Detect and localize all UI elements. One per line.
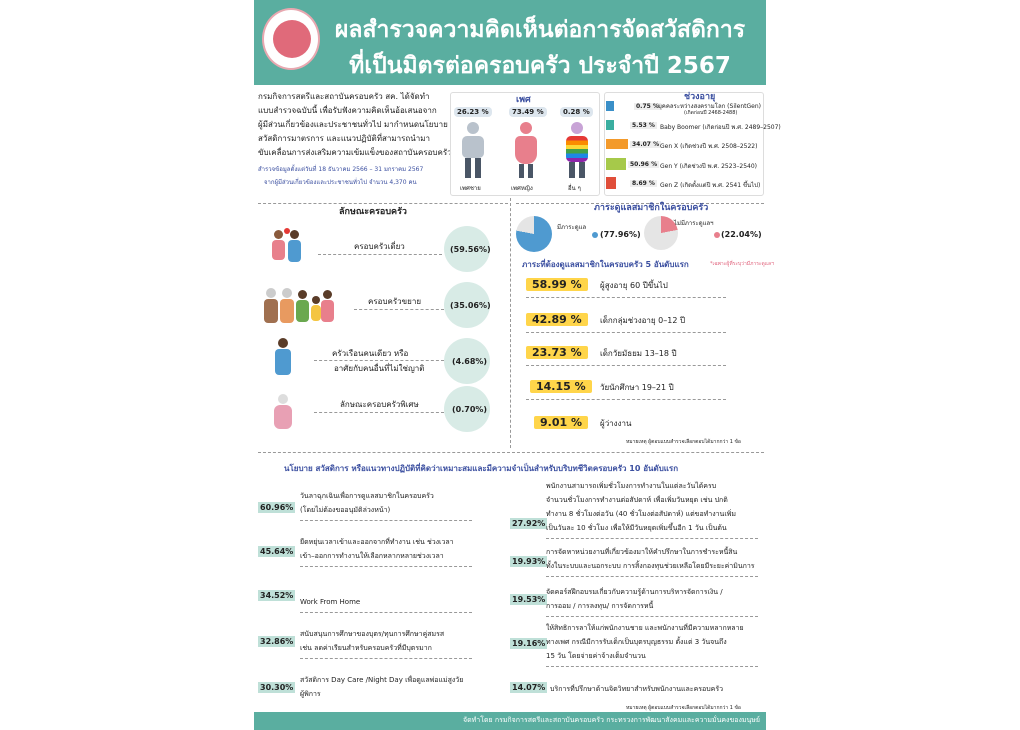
age-bar-geny: [606, 158, 626, 170]
policy-right5-line1: บริการที่ปรึกษาด้านจิตวิทยาสำหรับพนักงานและครอบครัว: [550, 685, 724, 693]
policy-left2-line2: เข้า–ออกการทำงานให้เลือกหลากหลายช่วงเวลา: [300, 552, 444, 560]
care-has-pct: (77.96%): [600, 230, 641, 239]
policy-heading: นโยบาย สวัสดิการ หรือแนวทางปฏิบัติที่คิดว่าเหมาะสมและมีความจำเป็นสำหรับบริบทชีวิตครอบครัว 10 อันดับแรก: [284, 464, 679, 473]
intro-line-5: ขับเคลื่อนการส่งเสริมความเข้มแข็งของสถาบันครอบครัว: [258, 148, 452, 157]
care-none-pct: (22.04%): [721, 230, 762, 239]
age-silentgen-pct: 0.75 %: [636, 103, 659, 110]
respondent-count: จากผู้มีส่วนเกี่ยวข้องและประชาชนทั่วไป จำนวน 4,370 คน: [264, 179, 417, 186]
intro-line-4: สวัสดิการมาตรการ และแนวปฏิบัติที่สามารถนำมา: [258, 134, 430, 143]
age-geny-label: Gen Y (เกิดช่วงปี พ.ศ. 2523–2540): [660, 163, 757, 170]
nuclear-family-icon: [272, 228, 304, 270]
other-gender-figure-icon: [564, 122, 590, 180]
care-has-label: มีภาระดูแล: [557, 224, 587, 231]
family-special-rule: [314, 412, 444, 413]
policy-right3-line1: จัดคอร์สฝึกอบรมเกี่ยวกับความรู้ด้านการบริหารจัดการเงิน /: [546, 588, 723, 596]
policy-left4-rule: [300, 658, 472, 659]
policy-left2-pct: 45.64%: [260, 547, 294, 556]
age-genx-label: Gen X (เกิดช่วงปี พ.ศ. 2508–2522): [660, 143, 758, 150]
policy-right1-line3: ทำงาน 8 ชั่วโมงต่อวัน (40 ชั่วโมงต่อสัปดาห์) แต่ขอทำงานเพิ่ม: [546, 510, 736, 518]
policy-right3-line2: การออม / การลงทุน/ การจัดการหนี้: [546, 602, 654, 610]
header-banner: [254, 0, 766, 85]
family-extended-rule: [354, 309, 444, 310]
gender-male-pct: 26.23 %: [454, 107, 492, 117]
care-remark: หมายเหตุ ผู้ตอบแบบสำรวจเลือกตอบได้มากกว่า 1 ข้อ: [626, 439, 741, 445]
care-top1-label: ผู้สูงอายุ 60 ปีขึ้นไป: [600, 281, 668, 290]
age-bar-babyboomer: [606, 120, 614, 130]
policy-left2-line1: ยืดหยุ่นเวลาเข้าและออกจากที่ทำงาน เช่น ช่วงเวลา: [300, 538, 454, 546]
intro-line-3: ผู้มีส่วนเกี่ยวข้องและประชาชนทั่วไป มากำหนดนโยบาย: [258, 120, 448, 129]
extended-family-icon: [262, 284, 342, 326]
policy-right4-line2: ทางเพศ กรณีมีการรับเด็กเป็นบุตรบุญธรรม ตั้งแต่ 3 วันจนถึง: [546, 638, 727, 646]
gender-other-label: อื่น ๆ: [568, 185, 581, 192]
age-babyboomer-label: Baby Boomer (เกิดก่อนปี พ.ศ. 2489–2507): [660, 124, 781, 131]
policy-right4-pct: 19.16%: [512, 639, 546, 648]
age-babyboomer-pct: 5.53 %: [632, 122, 655, 129]
gender-female-pct: 73.49 %: [509, 107, 547, 117]
care-none-label: ไม่มีภาระดูแลฯ: [674, 220, 714, 227]
female-figure-icon: [512, 122, 540, 180]
policy-right4-line1: ให้สิทธิการลาให้แก่พนักงานชาย และพนักงานที่มีความหลากหลาย: [546, 624, 744, 632]
policy-left1-line2: (โดยไม่ต้องขออนุมัติล่วงหน้า): [300, 506, 391, 514]
care-top2-rule: [526, 332, 726, 333]
age-genz-pct: 8.69 %: [632, 180, 655, 187]
policy-right1-line1: พนักงานสามารถเพิ่มชั่วโมงการทำงานในแต่ละวันได้ครบ: [546, 482, 717, 490]
policy-right3-rule: [546, 616, 758, 617]
policy-right1-line2: จำนวนชั่วโมงการทำงานต่อสัปดาห์ เพื่อเพิ่มวันหยุด เช่น ปกติ: [546, 496, 728, 504]
footer-bar: [254, 712, 766, 730]
age-bar-silentgen: [606, 101, 614, 111]
policy-left1-rule: [300, 520, 472, 521]
special-family-icon: [272, 394, 296, 434]
family-special-pct: (0.70%): [452, 405, 488, 414]
policy-left4-line2: เช่น ลดค่าเรียนสำหรับครอบครัวที่มีบุตรมาก: [300, 644, 432, 652]
policy-left5-line1: สวัสดิการ Day Care /Night Day เพื่อดูแลพ่อแม่สูงวัย: [300, 676, 464, 684]
family-extended-label: ครอบครัวขยาย: [368, 297, 422, 306]
care-top5-note: *เฉพาะผู้ที่ระบุว่ามีภาระดูแลฯ: [710, 261, 774, 267]
policy-right2-line1: การจัดหาหน่วยงานที่เกี่ยวข้องมาให้คำปรึกษาในการชำระหนี้สิน: [546, 548, 738, 556]
column-divider: [510, 198, 511, 448]
care-top5-label: ผู้ว่างงาน: [600, 419, 632, 428]
age-geny-pct: 50.96 %: [630, 161, 658, 168]
care-top2-pct: 42.89 %: [526, 313, 588, 326]
care-none-dot-icon: [714, 232, 720, 238]
family-nuclear-rule: [318, 254, 442, 255]
policy-right2-line2: ทั้งในระบบและนอกระบบ การสิ้งกองทุนช่วยเหลือโดยมีระยะค่ามินการ: [546, 562, 755, 570]
care-heading: ภาระดูแลสมาชิกในครอบครัว: [594, 203, 709, 213]
gender-heading: เพศ: [516, 95, 531, 105]
family-nuclear-label: ครอบครัวเดี่ยว: [354, 242, 405, 251]
policy-right4-rule: [546, 666, 758, 667]
page-title-line2: ที่เป็นมิตรต่อครอบครัว ประจำปี 2567: [349, 53, 731, 79]
age-silentgen-sub: (เกิดก่อนปี 2468-2488): [684, 110, 738, 116]
survey-period: สำรวจข้อมูลตั้งแต่วันที่ 18 ธันวาคม 2566 – 31 มกราคม 2567: [258, 166, 424, 173]
policy-right4-line3: 15 วัน โดยจ่ายค่าจ้างเต็มจำนวน: [546, 652, 646, 660]
policy-right3-pct: 19.53%: [512, 595, 546, 604]
age-silentgen-label: บุคคลระหว่างสงครามโลก (SilentGen): [658, 103, 761, 110]
gender-male-label: เพศชาย: [460, 185, 481, 192]
age-genx-pct: 34.07 %: [632, 141, 660, 148]
care-has-pie: [516, 216, 552, 252]
policy-right2-pct: 19.93%: [512, 557, 546, 566]
single-person-icon: [274, 338, 294, 378]
policy-right1-rule: [546, 538, 758, 539]
family-single-label2: อาศัยกับคนอื่นที่ไม่ใช่ญาติ: [334, 364, 425, 373]
care-top5-pct: 9.01 %: [534, 416, 588, 429]
policy-left1-pct: 60.96%: [260, 503, 294, 512]
care-top3-rule: [526, 365, 726, 366]
care-top2-label: เด็กกลุ่มช่วงอายุ 0–12 ปี: [600, 316, 686, 325]
policy-right1-line4: เป็นวันละ 10 ชั่วโมง เพื่อให้มีวันหยุดเพิ่มขึ้นอีก 1 วัน เป็นต้น: [546, 524, 727, 532]
age-bar-genz: [606, 177, 616, 189]
policy-left5-pct: 30.30%: [260, 683, 294, 692]
policy-left3-pct: 34.52%: [260, 591, 294, 600]
care-top3-pct: 23.73 %: [526, 346, 588, 359]
policy-left4-line1: สนับสนุนการศึกษาของบุตร/ทุนการศึกษาคู่สมรส: [300, 630, 445, 638]
page-title-line1: ผลสำรวจความคิดเห็นต่อการจัดสวัสดิการ: [334, 17, 746, 43]
policy-left3-line1: Work From Home: [300, 598, 361, 606]
care-top1-pct: 58.99 %: [526, 278, 588, 291]
care-none-pie: [644, 216, 678, 250]
policy-left4-pct: 32.86%: [260, 637, 294, 646]
policy-divider: [258, 452, 764, 453]
age-bar-genx: [606, 139, 628, 149]
care-top4-pct: 14.15 %: [530, 380, 592, 393]
care-top3-label: เด็กวัยมัธยม 13–18 ปี: [600, 349, 677, 358]
gender-other-pct: 0.28 %: [560, 107, 593, 117]
policy-right5-pct: 14.07%: [512, 683, 546, 692]
family-special-label: ลักษณะครอบครัวพิเศษ: [340, 400, 419, 409]
policy-right1-pct: 27.92%: [512, 519, 546, 528]
family-extended-pct: (35.06%): [450, 301, 491, 310]
intro-line-1: กรมกิจการสตรีและสถาบันครอบครัว สค. ได้จัดทำ: [258, 92, 430, 101]
gender-female-label: เพศหญิง: [511, 185, 533, 192]
department-seal-icon: [262, 8, 320, 70]
footer-credit: จัดทำโดย กรมกิจการสตรีและสถาบันครอบครัว กระทรวงการพัฒนาสังคมและความมั่นคงของมนุษย์: [463, 716, 760, 724]
policy-left5-line2: ผู้พิการ: [300, 690, 321, 698]
policy-left1-line1: วันลาฉุกเฉินเพื่อการดูแลสมาชิกในครอบครัว: [300, 492, 434, 500]
care-top4-label: วัยนักศึกษา 19–21 ปี: [600, 383, 674, 392]
policy-right2-rule: [546, 576, 758, 577]
policy-remark: หมายเหตุ ผู้ตอบแบบสำรวจเลือกตอบได้มากกว่า 1 ข้อ: [626, 705, 741, 711]
family-single-label: ครัวเรือนคนเดียว หรือ: [332, 349, 409, 358]
age-heading: ช่วงอายุ: [684, 92, 716, 102]
care-top5-heading: ภาระที่ต้องดูแลสมาชิกในครอบครัว 5 อันดับแรก: [522, 260, 689, 269]
male-figure-icon: [460, 122, 486, 180]
policy-left2-rule: [300, 566, 472, 567]
family-single-pct: (4.68%): [452, 357, 488, 366]
care-top4-rule: [526, 399, 726, 400]
age-genz-label: Gen Z (เกิดตั้งแต่ปี พ.ศ. 2541 ขึ้นไป): [660, 182, 761, 189]
family-single-rule: [314, 360, 444, 361]
care-has-dot-icon: [592, 232, 598, 238]
intro-line-2: แบบสำรวจฉบับนี้ เพื่อรับฟังความคิดเห็นอ้อเสนอจาก: [258, 106, 437, 115]
care-top1-rule: [526, 297, 726, 298]
family-nuclear-pct: (59.56%): [450, 245, 491, 254]
family-heading: ลักษณะครอบครัว: [339, 207, 407, 217]
infographic-sheet: [254, 0, 781, 730]
policy-left3-rule: [300, 612, 472, 613]
